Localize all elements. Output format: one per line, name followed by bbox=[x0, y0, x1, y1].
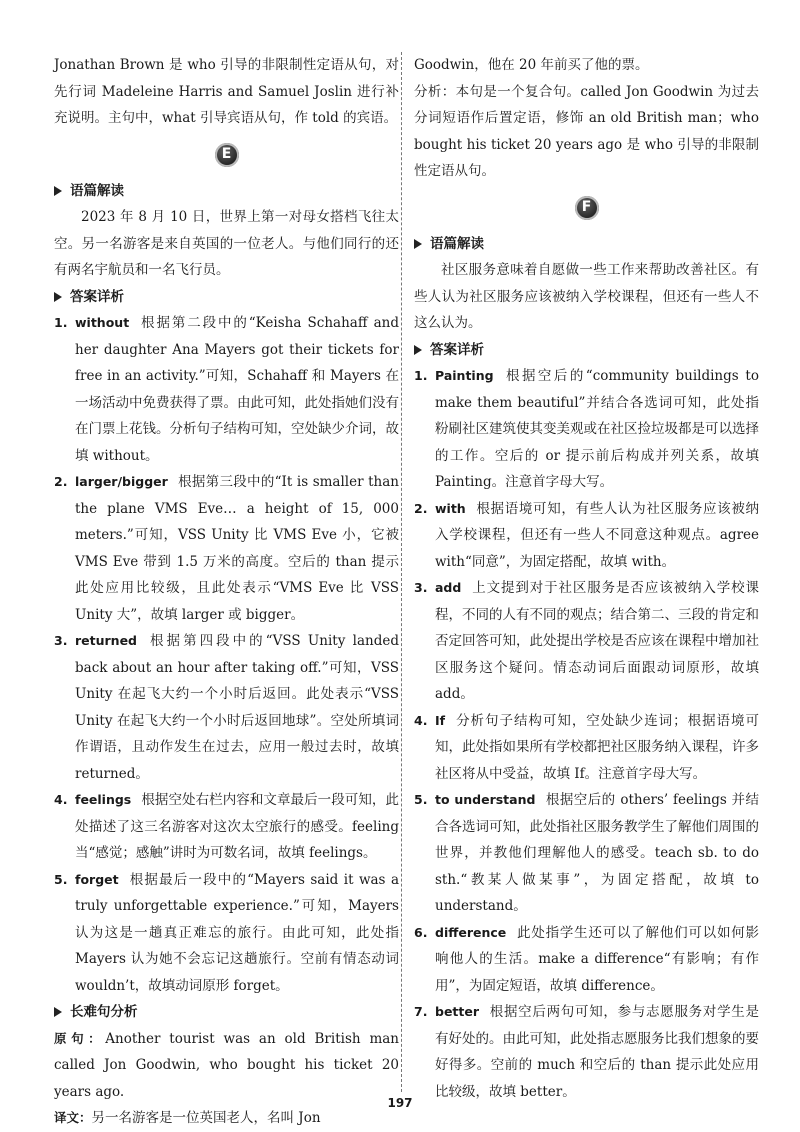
translation-text: 另一名游客是一位英国老人，名叫 Jon bbox=[91, 1110, 321, 1126]
page-number: 197 bbox=[387, 1096, 413, 1110]
answers-heading-e bbox=[54, 284, 399, 311]
left-column bbox=[54, 52, 399, 1132]
reading-heading-label: 语篇解读 bbox=[70, 182, 124, 199]
long-sentence-heading-label: 长难句分析 bbox=[70, 1004, 138, 1020]
top-paragraph: Jonathan Brown 是 who 引导的非限制性定语从句，对先行词 Madeleine Harris and Samuel Joslin 进行补充说明。主句中，what 引导宾语从句，作 told 的宾语。 bbox=[54, 57, 399, 126]
answer-number: 1. bbox=[414, 368, 428, 383]
column-divider bbox=[401, 52, 402, 1092]
triangle-icon bbox=[54, 1007, 62, 1017]
answer-number: 3. bbox=[54, 633, 68, 648]
answer-item bbox=[54, 469, 399, 628]
answers-heading-label: 答案详析 bbox=[70, 288, 124, 305]
answer-explanation: 上文提到对于社区服务是否应该被纳入学校课程，不同的人有不同的观点；结合第二、三段的肯定和否定回答可知，此处提出学校是否应该在课程中增加社区服务这个疑问。情态动词后面跟动词原形，故填 add。 bbox=[435, 580, 759, 702]
answer-explanation: 根据空后的“community buildings to make them beautiful”并结合各选词可知，此处指粉刷社区建筑使其变美观或在社区捡垃圾都是可以选择的工作。空后的 or 提示前后构成并列关系，故填 Painting。注意首字母大写。 bbox=[435, 368, 759, 490]
answer-number: 5. bbox=[414, 792, 428, 807]
triangle-icon bbox=[54, 186, 62, 196]
original-label: 原句： bbox=[54, 1030, 106, 1046]
reading-heading-e bbox=[54, 178, 399, 205]
answer-number: 4. bbox=[414, 712, 428, 728]
original-text: Another tourist was an old British man called Jon Goodwin, who bought his ticket 20 years ago. bbox=[54, 1030, 399, 1100]
answer-item bbox=[414, 999, 759, 1105]
answer-key: forget bbox=[75, 871, 119, 887]
section-f-marker bbox=[414, 185, 759, 231]
answer-number: 1. bbox=[54, 315, 68, 330]
answer-key: difference bbox=[435, 924, 507, 940]
answer-list-e bbox=[54, 310, 399, 999]
answer-explanation: 根据最后一段中的“Mayers said it was a truly unforgettable experience.”可知，Mayers 认为这是一趟真正难忘的旅行。由此可知，此处指 Mayers 认为她不会忘记这趟旅行。空前有情态动词 wouldn’t，故填动词原形 forget。 bbox=[75, 871, 399, 994]
answer-key: to understand bbox=[435, 792, 536, 807]
answer-number: 7. bbox=[414, 1004, 428, 1019]
answer-explanation: 根据第二段中的“Keisha Schahaff and her daughter Ana Mayers got their tickets for free in an activity.”可知，Schahaff 和 Mayers 在一场活动中免费获得了票。由此可知，此处指她们没有在门票上花钱。分析句子结构可知，空处缺少介词，故填 without。 bbox=[75, 315, 399, 464]
answer-item bbox=[54, 867, 399, 1000]
answer-explanation: 根据语境可知，有些人认为社区服务应该被纳入学校课程，但还有一些人不同意这种观点。agree with“同意”，为固定搭配，故填 with。 bbox=[435, 500, 759, 570]
answer-key: without bbox=[75, 315, 130, 330]
answer-item bbox=[414, 496, 759, 576]
section-f-badge: F bbox=[575, 196, 599, 220]
answer-explanation: 此处指学生还可以了解他们可以如何影响他人的生活。make a difference“有影响；有作用”，为固定短语，故填 difference。 bbox=[435, 924, 759, 994]
triangle-icon bbox=[414, 239, 422, 249]
right-column bbox=[414, 52, 759, 1105]
answer-explanation: 分析句子结构可知，空处缺少连词；根据语境可知，此处指如果所有学校都把社区服务纳入课程，许多社区将从中受益，故填 If。注意首字母大写。 bbox=[435, 712, 759, 782]
answer-number: 2. bbox=[54, 474, 68, 489]
answer-list-f bbox=[414, 363, 759, 1105]
triangle-icon bbox=[414, 345, 422, 355]
answer-explanation: 根据空后的 others’ feelings 并结合各选词可知，此处指社区服务教学生了解他们周围的世界，并教他们理解他人的感受。teach sb. to do sth.“教某人做某事”，为固定搭配，故填 to understand。 bbox=[435, 792, 759, 914]
reading-heading-label: 语篇解读 bbox=[430, 235, 484, 252]
answer-item bbox=[54, 310, 399, 469]
answer-item bbox=[414, 575, 759, 708]
reading-text-e: 2023 年 8 月 10 日，世界上第一对母女搭档飞往太空。另一名游客是来自英国的一位老人。与他们同行的还有两名宇航员和一名飞行员。 bbox=[54, 209, 399, 278]
answer-key: feelings bbox=[75, 792, 132, 807]
answer-explanation: 根据空后两句可知，参与志愿服务对学生是有好处的。由此可知，此处指志愿服务比我们想象的要好得多。空前的 much 和空后的 than 提示此处应用比较级，故填 better。 bbox=[435, 1004, 759, 1100]
answer-explanation: 根据第四段中的“VSS Unity landed back about an hour after taking off.”可知，VSS Unity 在起飞大约一个小时后返回。此处表示“VSS Unity 在起飞大约一个小时后返回地球”。空处所填词作谓语，且动作发生在过去，应用一般过去时，故填 returned。 bbox=[75, 633, 399, 782]
translation-label: 译文： bbox=[54, 1110, 92, 1125]
answer-key: returned bbox=[75, 633, 138, 648]
analysis-label: 分析： bbox=[414, 83, 456, 100]
reading-text-f: 社区服务意味着自愿做一些工作来帮助改善社区。有些人认为社区服务应该被纳入学校课程，但还有一些人不这么认为。 bbox=[414, 262, 759, 331]
answer-number: 4. bbox=[54, 792, 68, 807]
original-sentence bbox=[54, 1026, 399, 1106]
triangle-icon bbox=[54, 292, 62, 302]
answer-item bbox=[54, 628, 399, 787]
section-e-badge: E bbox=[215, 143, 239, 167]
answer-explanation: 根据第三段中的“It is smaller than the plane VMS Eve… a height of 15, 000 meters.”可知，VSS Unity 比 VMS Eve 小，它被 VMS Eve 带到 1.5 万米的高度。空后的 than 提示此处应用比较级，且此处表示“VMS Eve 比 VSS Unity 大”，故填 larger 或 bigger。 bbox=[75, 474, 399, 623]
answer-item bbox=[54, 787, 399, 867]
answer-key: better bbox=[435, 1004, 480, 1019]
answer-key: with bbox=[435, 500, 466, 516]
answers-heading-f bbox=[414, 337, 759, 364]
answer-number: 2. bbox=[414, 500, 428, 516]
answers-heading-label: 答案详析 bbox=[430, 341, 484, 358]
answer-item bbox=[414, 708, 759, 788]
long-sentence-heading bbox=[54, 999, 399, 1026]
answer-key: add bbox=[435, 580, 462, 595]
section-e-marker bbox=[54, 132, 399, 178]
answer-explanation: 根据空处右栏内容和文章最后一段可知，此处描述了这三名游客对这次太空旅行的感受。feeling 当“感觉；感触”讲时为可数名词，故填 feelings。 bbox=[75, 792, 399, 861]
translation-continued: Goodwin，他在 20 年前买了他的票。 bbox=[414, 57, 649, 73]
answer-key: larger/bigger bbox=[75, 474, 168, 489]
answer-number: 6. bbox=[414, 924, 428, 940]
analysis-text: 本句是一个复合句。called Jon Goodwin 为过去分词短语作后置定语，修饰 an old British man；who bought his ticket 20 years ago 是 who 引导的非限制性定语从句。 bbox=[414, 83, 760, 179]
answer-item bbox=[414, 363, 759, 496]
answer-item bbox=[414, 787, 759, 920]
answer-key: Painting bbox=[435, 368, 494, 383]
answer-item bbox=[414, 920, 759, 1000]
answer-number: 5. bbox=[54, 871, 68, 887]
analysis bbox=[414, 79, 759, 185]
answer-number: 3. bbox=[414, 580, 428, 595]
reading-heading-f bbox=[414, 231, 759, 258]
answer-key: If bbox=[435, 712, 446, 728]
